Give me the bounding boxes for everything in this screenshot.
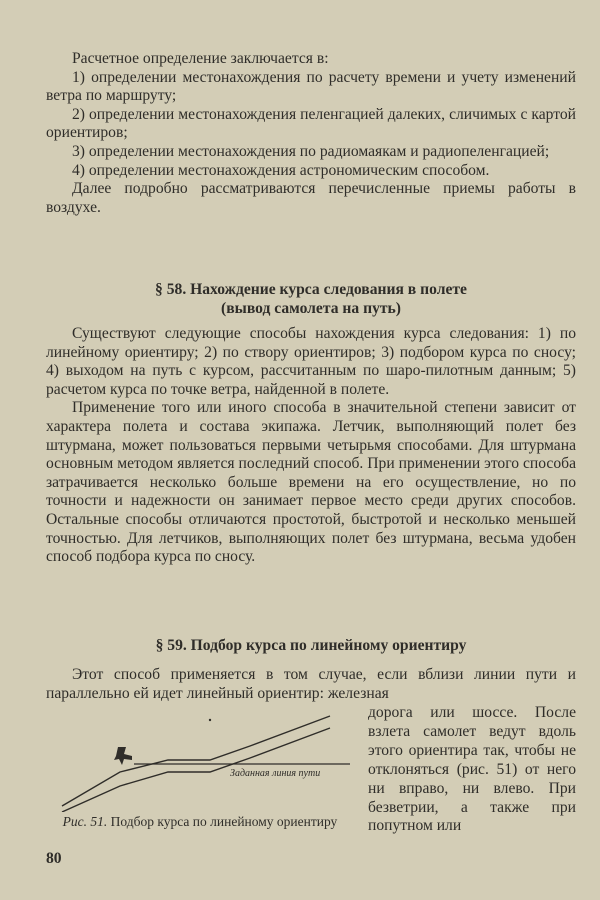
airplane-icon xyxy=(114,747,132,765)
section-58-title-line1: § 58. Нахождение курса следования в полете xyxy=(155,281,467,298)
dot-mark xyxy=(209,719,211,721)
intro-item-4: 4) определении местонахождения астрономическим способом. xyxy=(72,161,490,179)
section-58-paragraph-2: Применение того или иного способа в значительной степени зависит от характера полета и состава экипажа. Летчик, выполняющий полет без штурмана, может пользоваться первыми четырьмя способами. Для штурмана основным методом является последний способ. При применении этого способа затрачивается несколько больше времени на его осуществление, но по точности и надежности он занимает первое место среди других способов. Остальные способы отличаются простотой, быстротой и несколько меньшей точностью. Для летчиков, выполняющих полет без штурмана, весьма удобен способ подбора курса по сносу. xyxy=(46,399,576,566)
linear-landmark-upper xyxy=(62,716,330,806)
line-label: Заданная линия пути xyxy=(230,768,321,779)
section-58-paragraph-1: Существуют следующие способы нахождения курса следования: 1) по линейному ориентиру; 2) по створу ориентиров; 3) подбором курса по сносу; 4) выходом на путь с курсом, рассчитанным по шаро-пилотным данным; 5) расчетом курса по точке ветра, найденной в полете. xyxy=(46,325,576,398)
section-58-title-line2: (вывод самолета на путь) xyxy=(221,300,401,317)
section-59-intro xyxy=(46,666,576,703)
figure-51 xyxy=(50,712,350,812)
section-58-title xyxy=(46,280,576,318)
intro-item-3: 3) определении местонахождения по радиомаякам и радиопеленгацией; xyxy=(72,142,550,160)
caption-label: Рис. 51. xyxy=(62,814,108,829)
intro-lead: Расчетное определение заключается в: xyxy=(72,50,329,67)
section-59-paragraph-continued: дорога или шоссе. После взлета самолет ведут вдоль этого ориентира так, чтобы не отклоняться (рис. 51) от него ни вправо, ни влево. При безветрии, а также при попутном или xyxy=(368,704,576,835)
intro-item-2: 2) определении местонахождения пеленгацией далеких, сличимых с картой ориентиров; xyxy=(46,105,576,142)
caption-text: Подбор курса по линейному ориентиру xyxy=(110,814,338,829)
intro-block xyxy=(46,50,576,217)
section-59-paragraph-start: Этот способ применяется в том случае, если вблизи линии пути и параллельно ей идет линейный ориентир: железная xyxy=(46,666,576,702)
intro-closing: Далее подробно рассматриваются перечисленные приемы работы в воздухе. xyxy=(46,180,576,216)
section-59-title: § 59. Подбор курса по линейному ориентиру xyxy=(155,637,467,654)
intro-item-1: 1) определении местонахождения по расчету времени и учету изменений ветра по маршруту; xyxy=(46,68,576,105)
page-number: 80 xyxy=(46,850,62,867)
figure-caption xyxy=(50,814,350,830)
section-58-body xyxy=(46,325,576,567)
